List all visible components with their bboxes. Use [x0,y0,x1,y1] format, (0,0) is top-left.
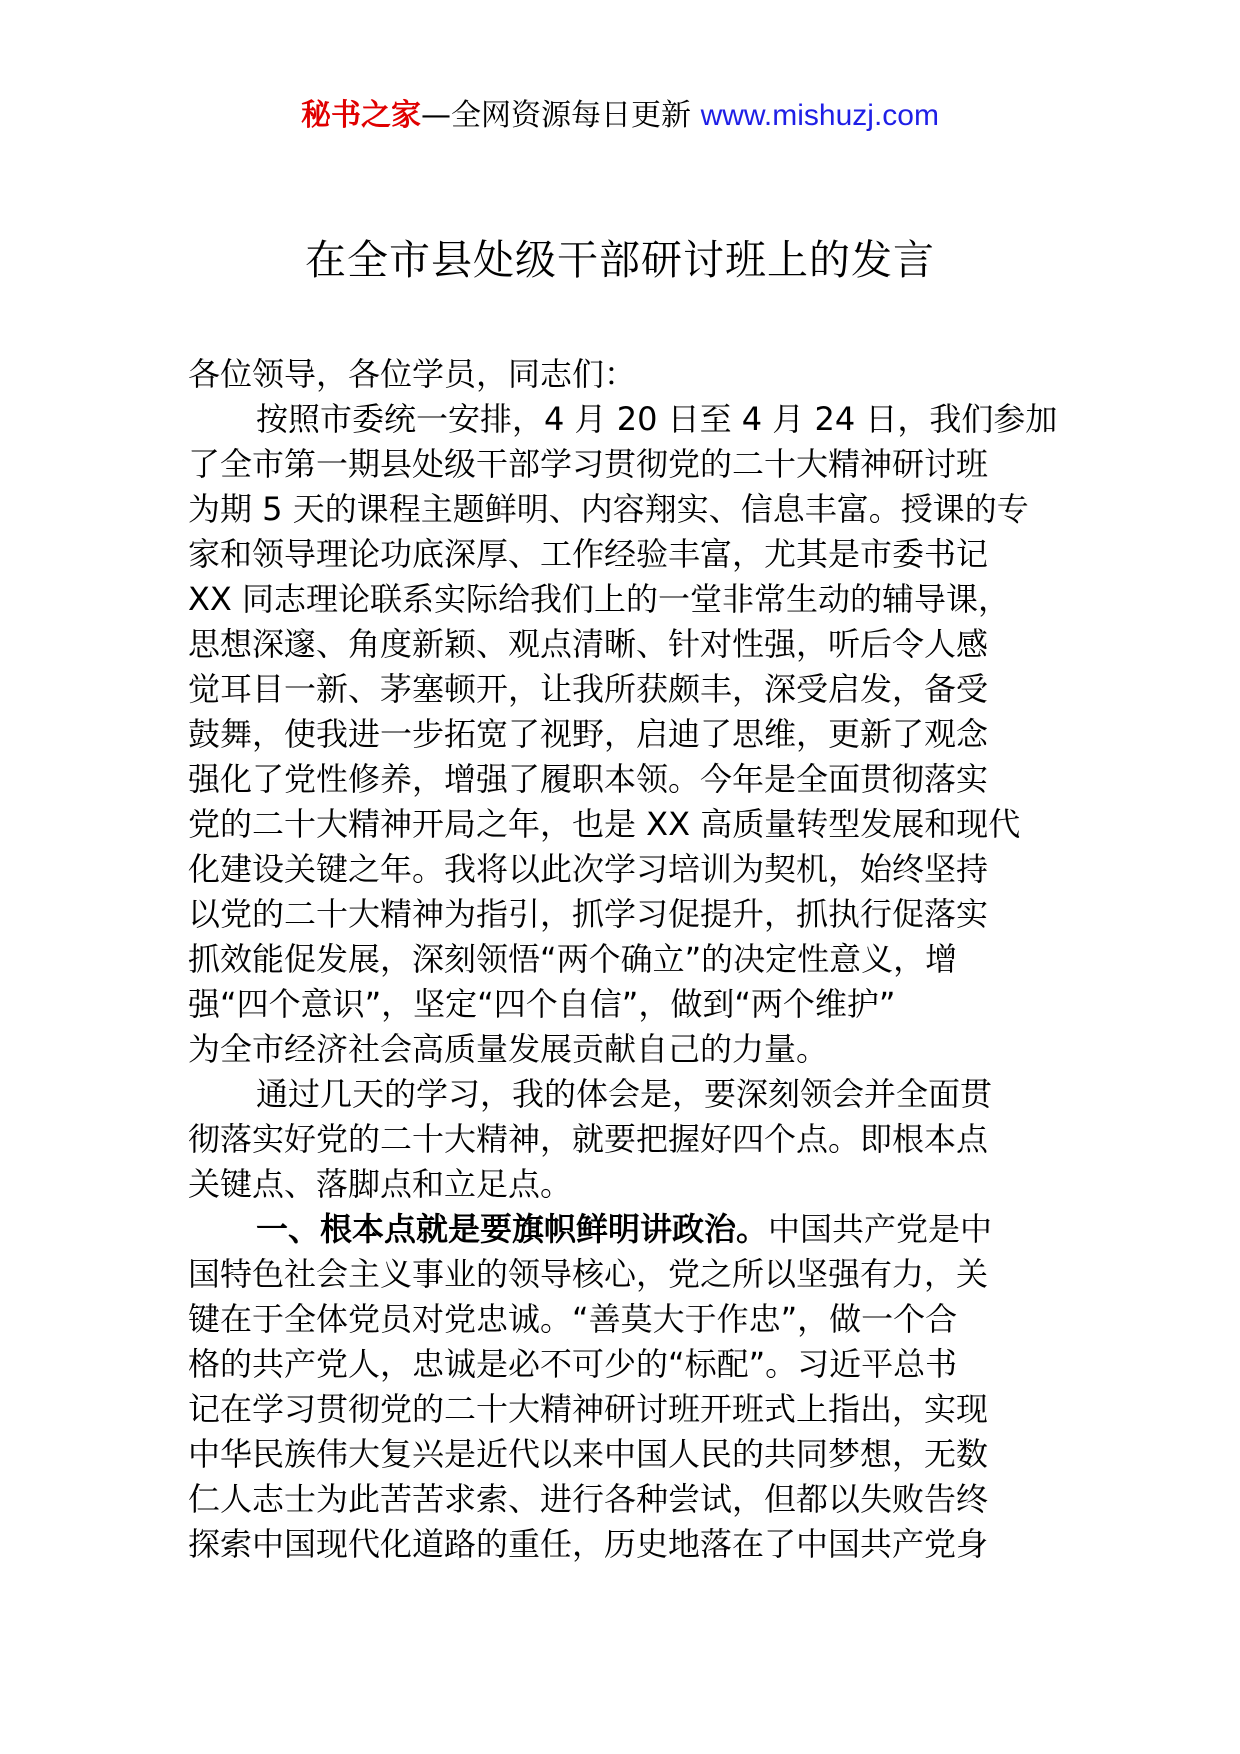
document-title: 在全市县处级干部研讨班上的发言 [305,236,935,284]
body-text: 中国共产党是中 [768,1210,993,1248]
body-line: 仁人志士为此苦苦求索、进行各种尝试，但都以失败告终 [188,1480,989,1518]
body-line: 思想深邃、角度新颖、观点清晰、针对性强，听后令人感 [188,625,989,663]
body-line: 关键点、落脚点和立足点。 [188,1165,573,1203]
site-url-link[interactable]: www.mishuzj.com [700,99,939,132]
body-line: 化建设关键之年。我将以此次学习培训为契机，始终坚持 [188,850,989,888]
body-line: 格的共产党人，忠诚是必不可少的“标配”。习近平总书 [188,1345,958,1383]
site-header [0,96,1240,136]
body-line: 按照市委统一安排，4 月 20 日至 4 月 24 日，我们参加 [256,400,1058,438]
body-line: 家和领导理论功底深厚、工作经验丰富，尤其是市委书记 [188,535,989,573]
body-line: 觉耳目一新、茅塞顿开，让我所获颇丰，深受启发，备受 [188,670,989,708]
section-heading: 一、根本点就是要旗帜鲜明讲政治。 [256,1210,769,1248]
document-body [188,352,1060,1567]
body-line: 国特色社会主义事业的领导核心，党之所以坚强有力，关 [188,1255,989,1293]
body-line: 为期 5 天的课程主题鲜明、内容翔实、信息丰富。授课的专 [188,490,1029,528]
site-brand: 秘书之家 [301,98,422,133]
body-line: 以党的二十大精神为指引，抓学习促提升，抓执行促落实 [188,895,989,933]
body-line: 强化了党性修养，增强了履职本领。今年是全面贯彻落实 [188,760,989,798]
body-line: 强“四个意识”，坚定“四个自信”，做到“两个维护” [188,985,896,1023]
body-line: 为全市经济社会高质量发展贡献自己的力量。 [188,1030,829,1068]
body-line: 探索中国现代化道路的重任，历史地落在了中国共产党身 [188,1525,989,1563]
body-line [188,1207,1060,1252]
body-line: 了全市第一期县处级干部学习贯彻党的二十大精神研讨班 [188,445,989,483]
body-line: 通过几天的学习，我的体会是，要深刻领会并全面贯 [256,1075,993,1113]
body-line: 彻落实好党的二十大精神，就要把握好四个点。即根本点 [188,1120,989,1158]
body-line: 记在学习贯彻党的二十大精神研讨班开班式上指出，实现 [188,1390,989,1428]
salutation-line: 各位领导，各位学员，同志们： [188,355,637,393]
body-line: XX 同志理论联系实际给我们上的一堂非常生动的辅导课， [188,580,1011,618]
site-tagline: —全网资源每日更新 [421,98,692,133]
body-line: 党的二十大精神开局之年，也是 XX 高质量转型发展和现代 [188,805,1021,843]
body-line: 键在于全体党员对党忠诚。“善莫大于作忠”，做一个合 [188,1300,958,1338]
body-line: 抓效能促发展，深刻领悟“两个确立”的决定性意义，增 [188,940,958,978]
body-line: 中华民族伟大复兴是近代以来中国人民的共同梦想，无数 [188,1435,989,1473]
body-line: 鼓舞，使我进一步拓宽了视野，启迪了思维，更新了观念 [188,715,989,753]
